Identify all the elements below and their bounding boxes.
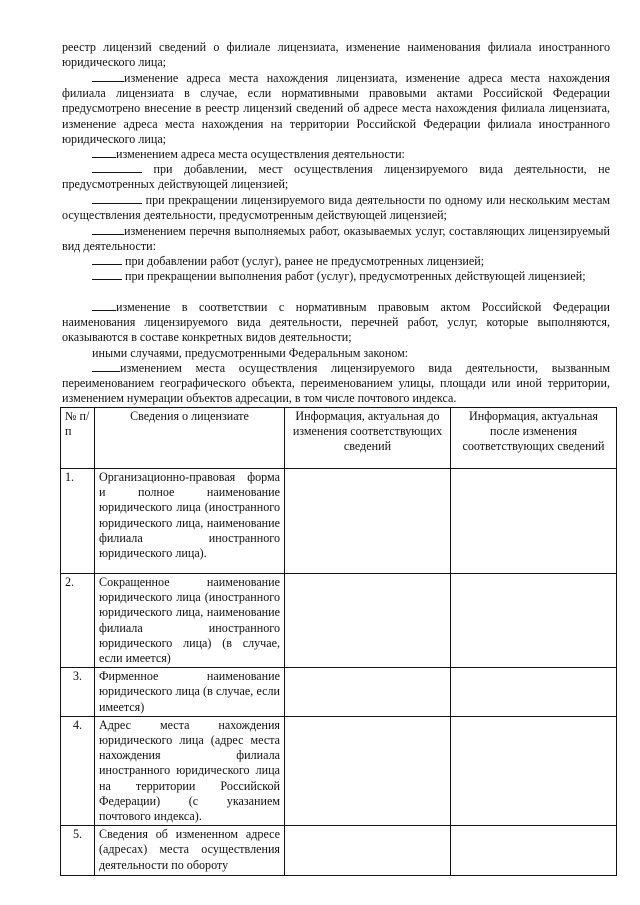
blank-line — [92, 269, 122, 280]
paragraph-8: при прекращении выполнения работ (услуг), предусмотренных действующей лицензией; — [62, 269, 610, 284]
blank-line — [92, 224, 124, 235]
row-description: Организационно-правовая форма и полное наименование юридического лица (иностранного юридического лица, наименование филиала иностранного юридического лица). — [95, 469, 285, 574]
licensee-info-table — [60, 407, 617, 876]
row-description: Адрес места нахождения юридического лица (адрес места нахождения филиала иностранного юридического лица на территории Российской Федерации) (с указанием почтового индекса). — [95, 716, 285, 825]
blank-line — [92, 162, 142, 173]
row-description: Сокращенное наименование юридического лица (иностранного юридического лица, наименование филиала иностранного юридического лица) (в случае, если имеется) — [95, 574, 285, 668]
header-after-change: Информация, актуальная после изменения соответствующих сведений — [451, 408, 617, 469]
paragraph-9: изменение в соответствии с нормативным правовым актом Российской Федерации наименования лицензируемого вида деятельности, перечней работ, услуг, которые выполняются, оказываются в составе конкретных видов деятельности; — [62, 300, 610, 345]
row-number: 2. — [61, 574, 95, 668]
row-after-value — [451, 574, 617, 668]
table-header-row — [61, 408, 617, 469]
row-after-value — [451, 716, 617, 825]
table-row — [61, 716, 617, 825]
paragraph-10: иными случаями, предусмотренными Федеральным законом: — [92, 346, 409, 360]
paragraph-11: изменением места осуществления лицензируемого вида деятельности, вызванным переименованием географического объекта, переименованием улицы, площади или иной территории, изменением нумерации объектов адресации, в том числе почтового индекса. — [62, 361, 610, 406]
blank-line — [92, 300, 116, 311]
blank-line — [92, 71, 124, 82]
table-row — [61, 469, 617, 574]
header-before-change: Информация, актуальная до изменения соответствующих сведений — [285, 408, 451, 469]
row-before-value — [285, 469, 451, 574]
table-row — [61, 826, 617, 876]
row-description: Сведения об измененном адресе (адресах) места осуществления деятельности по обороту — [95, 826, 285, 876]
row-description: Фирменное наименование юридического лица (в случае, если имеется) — [95, 668, 285, 717]
row-before-value — [285, 826, 451, 876]
blank-line — [92, 147, 116, 158]
row-number: 1. — [61, 469, 95, 574]
paragraph-5: при прекращении лицензируемого вида деятельности по одному или нескольким местам осуществления деятельности, предусмотренным действующей лицензией; — [62, 193, 610, 223]
paragraph-3: изменением адреса места осуществления деятельности: — [62, 147, 610, 162]
blank-line — [92, 193, 142, 204]
paragraph-6: изменением перечня выполняемых работ, оказываемых услуг, составляющих лицензируемый вид деятельности: — [62, 224, 610, 254]
row-number: 4. — [61, 716, 95, 825]
table-row — [61, 668, 617, 717]
header-number: № п/п — [61, 408, 95, 469]
row-after-value — [451, 668, 617, 717]
row-number: 3. — [61, 668, 95, 717]
row-before-value — [285, 574, 451, 668]
paragraph-2: изменение адреса места нахождения лицензиата, изменение адреса места нахождения филиала лицензиата в случае, если нормативными правовыми актами Российской Федерации предусмотрено внесение в реестр лицензий сведений об адресе места нахождения филиала лицензиата, изменение адреса места нахождения на территории Российской Федерации филиала иностранного юридического лица; — [62, 71, 610, 146]
blank-line — [92, 361, 120, 372]
paragraph-7: при добавлении работ (услуг), ранее не предусмотренных лицензией; — [62, 254, 610, 269]
row-after-value — [451, 826, 617, 876]
paragraph-4: при добавлении, мест осуществления лицензируемого вида деятельности, не предусмотренных действующей лицензией; — [62, 162, 611, 192]
row-before-value — [285, 668, 451, 717]
row-before-value — [285, 716, 451, 825]
row-number: 5. — [61, 826, 95, 876]
header-licensee-info: Сведения о лицензиате — [95, 408, 285, 469]
row-after-value — [451, 469, 617, 574]
table-row — [61, 574, 617, 668]
blank-line — [92, 254, 122, 265]
paragraph-1: реестр лицензий сведений о филиале лицензиата, изменение наименования филиала иностранного юридического лица; — [62, 40, 610, 70]
